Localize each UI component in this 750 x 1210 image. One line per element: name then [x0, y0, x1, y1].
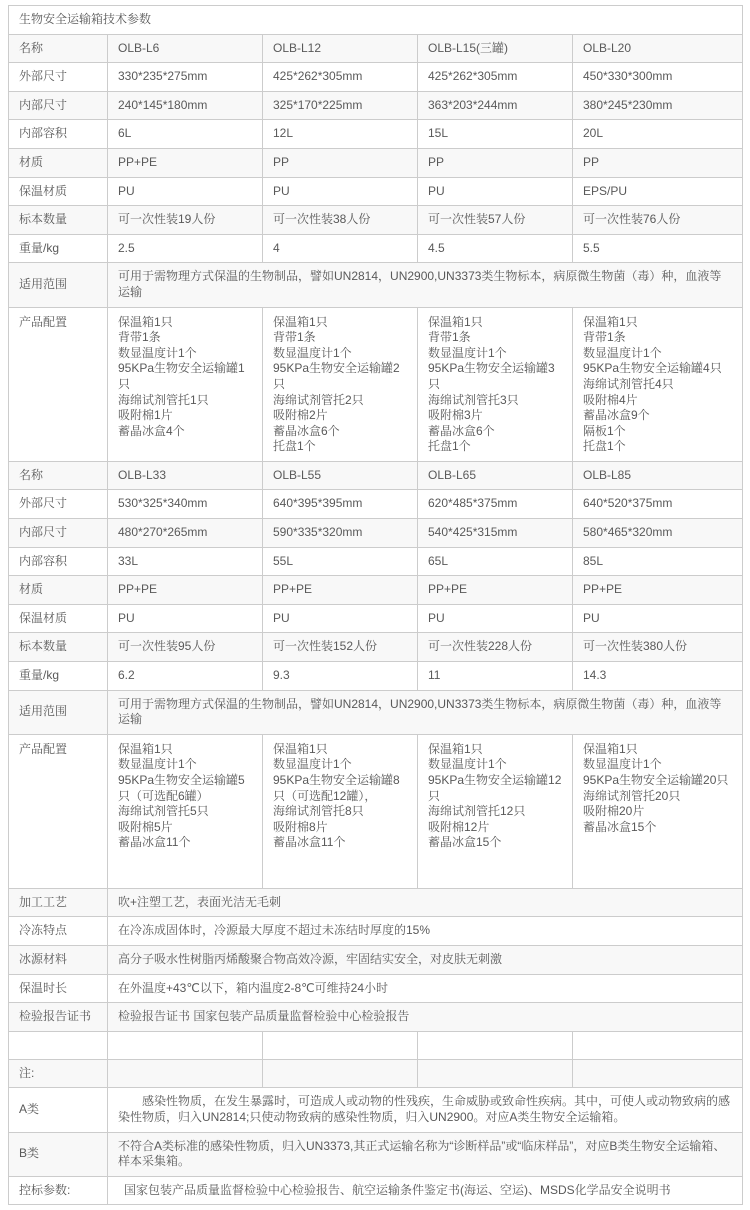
row-label: 适用范围	[9, 690, 108, 734]
control-params-text: 国家包装产品质量监督检验中心检验报告、航空运输条件鉴定书(海运、空运)、MSDS化学品安全说明书	[108, 1176, 743, 1205]
empty-cell	[418, 1059, 573, 1088]
merged-cell: 高分子吸水性树脂丙烯酸聚合物高效冷源，牢固结实安全，对皮肤无刺激	[108, 946, 743, 975]
row-label: B类	[9, 1132, 108, 1176]
spec-cell: 2.5	[108, 234, 263, 263]
row-label: 内部尺寸	[9, 91, 108, 120]
table-row-external-size	[9, 63, 743, 92]
spec-cell: 530*325*340mm	[108, 490, 263, 519]
page-title: 生物安全运输箱技术参数	[9, 6, 743, 35]
table-row-report	[9, 1003, 743, 1032]
spec-cell: PU	[108, 177, 263, 206]
spec-cell: 15L	[418, 120, 573, 149]
spec-cell: PU	[263, 177, 418, 206]
table-row-capacity	[9, 206, 743, 235]
row-label: 材质	[9, 148, 108, 177]
spec-cell: 可一次性装57人份	[418, 206, 573, 235]
row-label: 产品配置	[9, 307, 108, 461]
table-row-internal-size	[9, 91, 743, 120]
spec-cell: 6.2	[108, 662, 263, 691]
spec-cell: PP+PE	[108, 148, 263, 177]
spec-cell: 65L	[418, 547, 573, 576]
row-label: A类	[9, 1088, 108, 1132]
row-label: 内部尺寸	[9, 519, 108, 548]
row-label	[9, 1031, 108, 1059]
spec-cell: 9.3	[263, 662, 418, 691]
table-row-internal-size	[9, 519, 743, 548]
table-row-weight	[9, 234, 743, 263]
config-cell: 保温箱1只 数显温度计1个 95KPa生物安全运输罐5只（可选配6罐） 海绵试剂管托5只 吸附棉5片 蓄晶冰盒11个	[108, 734, 263, 888]
table-row-volume	[9, 547, 743, 576]
spec-cell: PP+PE	[108, 576, 263, 605]
table-row-insulation	[9, 177, 743, 206]
spec-cell: 425*262*305mm	[418, 63, 573, 92]
row-label: 检验报告证书	[9, 1003, 108, 1032]
table-row-note	[9, 1059, 743, 1088]
row-label: 加工工艺	[9, 888, 108, 917]
empty-cell	[108, 1031, 263, 1059]
row-label: 名称	[9, 461, 108, 490]
config-cell: 保温箱1只 背带1条 数显温度计1个 95KPa生物安全运输罐1只 海绵试剂管托1只 吸附棉1片 蓄晶冰盒4个	[108, 307, 263, 461]
row-label: 标本数量	[9, 633, 108, 662]
row-label: 标本数量	[9, 206, 108, 235]
spec-cell: PU	[418, 604, 573, 633]
spec-table	[8, 5, 743, 1205]
merged-cell: 检验报告证书 国家包装产品质量监督检验中心检验报告	[108, 1003, 743, 1032]
spec-cell: 85L	[573, 547, 743, 576]
spec-cell: OLB-L20	[573, 34, 743, 63]
spec-cell: PU	[108, 604, 263, 633]
spec-cell: 6L	[108, 120, 263, 149]
table-row-config	[9, 307, 743, 461]
row-label: 产品配置	[9, 734, 108, 888]
spec-cell: 325*170*225mm	[263, 91, 418, 120]
spec-cell: PU	[418, 177, 573, 206]
row-label: 保温时长	[9, 974, 108, 1003]
table-row-freeze	[9, 917, 743, 946]
table-row-duration	[9, 974, 743, 1003]
spec-cell: 55L	[263, 547, 418, 576]
table-row-weight	[9, 662, 743, 691]
table-row-external-size	[9, 490, 743, 519]
row-label: 保温材质	[9, 604, 108, 633]
empty-cell	[108, 1059, 263, 1088]
class-b-text: 不符合A类标准的感染性物质，归入UN3373,其正式运输名称为“诊断样品”或“临床样品”，对应B类生物安全运输箱、样本采集箱。	[108, 1132, 743, 1176]
spec-cell: OLB-L6	[108, 34, 263, 63]
row-label: 控标参数:	[9, 1176, 108, 1205]
class-a-text: 感染性物质，在发生暴露时，可造成人或动物的性残疾，生命威胁或致命性疾病。其中，可使人或动物致病的感染性物质，归入UN2814;只使动物致病的感染性物质，归入UN2900。对应A类生物安全运输箱。	[108, 1088, 743, 1132]
config-cell: 保温箱1只 数显温度计1个 95KPa生物安全运输罐8只（可选配12罐）， 海绵试剂管托8只 吸附棉8片 蓄晶冰盒11个	[263, 734, 418, 888]
spec-cell: PU	[573, 604, 743, 633]
row-label: 内部容积	[9, 547, 108, 576]
table-title-row	[9, 6, 743, 35]
table-row-scope	[9, 263, 743, 307]
merged-cell: 吹+注塑工艺，表面光洁无毛刺	[108, 888, 743, 917]
spec-cell: 540*425*315mm	[418, 519, 573, 548]
table-row-process	[9, 888, 743, 917]
scope-cell: 可用于需物理方式保温的生物制品，譬如UN2814，UN2900,UN3373类生物标本，病原微生物菌（毒）种，血液等运输	[108, 263, 743, 307]
row-label: 材质	[9, 576, 108, 605]
spec-cell: PP	[418, 148, 573, 177]
config-cell: 保温箱1只 背带1条 数显温度计1个 95KPa生物安全运输罐4只 海绵试剂管托4只 吸附棉4片 蓄晶冰盒9个 隔板1个 托盘1个	[573, 307, 743, 461]
table-row-volume	[9, 120, 743, 149]
spec-cell: 4	[263, 234, 418, 263]
empty-cell	[263, 1059, 418, 1088]
row-label: 冷冻特点	[9, 917, 108, 946]
spec-cell: 14.3	[573, 662, 743, 691]
row-label: 注:	[9, 1059, 108, 1088]
spec-cell: PP+PE	[263, 576, 418, 605]
spec-cell: 640*395*395mm	[263, 490, 418, 519]
spec-cell: 363*203*244mm	[418, 91, 573, 120]
spec-cell: 可一次性装95人份	[108, 633, 263, 662]
spec-cell: PU	[263, 604, 418, 633]
spec-cell: 480*270*265mm	[108, 519, 263, 548]
spec-cell: 可一次性装380人份	[573, 633, 743, 662]
spec-cell: 可一次性装76人份	[573, 206, 743, 235]
table-row-control-params	[9, 1176, 743, 1205]
spec-cell: 620*485*375mm	[418, 490, 573, 519]
spec-cell: OLB-L85	[573, 461, 743, 490]
empty-cell	[418, 1031, 573, 1059]
merged-cell: 在外温度+43℃以下，箱内温度2-8℃可维持24小时	[108, 974, 743, 1003]
row-label: 保温材质	[9, 177, 108, 206]
empty-cell	[263, 1031, 418, 1059]
spec-cell: 可一次性装152人份	[263, 633, 418, 662]
spec-cell: PP	[573, 148, 743, 177]
spec-cell: 12L	[263, 120, 418, 149]
spec-cell: OLB-L15(三罐)	[418, 34, 573, 63]
spec-cell: 380*245*230mm	[573, 91, 743, 120]
spec-cell: 可一次性装19人份	[108, 206, 263, 235]
row-label: 外部尺寸	[9, 63, 108, 92]
spec-cell: OLB-L33	[108, 461, 263, 490]
spec-cell: PP	[263, 148, 418, 177]
spec-cell: EPS/PU	[573, 177, 743, 206]
table-row-insulation	[9, 604, 743, 633]
spec-cell: OLB-L55	[263, 461, 418, 490]
table-row-empty	[9, 1031, 743, 1059]
spec-cell: OLB-L65	[418, 461, 573, 490]
spec-cell: 330*235*275mm	[108, 63, 263, 92]
config-cell: 保温箱1只 背带1条 数显温度计1个 95KPa生物安全运输罐3只 海绵试剂管托3只 吸附棉3片 蓄晶冰盒6个 托盘1个	[418, 307, 573, 461]
spec-cell: 5.5	[573, 234, 743, 263]
spec-cell: PP+PE	[573, 576, 743, 605]
scope-cell: 可用于需物理方式保温的生物制品，譬如UN2814，UN2900,UN3373类生物标本，病原微生物菌（毒）种，血液等运输	[108, 690, 743, 734]
spec-cell: 4.5	[418, 234, 573, 263]
row-label: 名称	[9, 34, 108, 63]
row-label: 适用范围	[9, 263, 108, 307]
table-row-name	[9, 461, 743, 490]
spec-cell: 20L	[573, 120, 743, 149]
table-row-material	[9, 576, 743, 605]
row-label: 内部容积	[9, 120, 108, 149]
table-row-scope	[9, 690, 743, 734]
table-row-name	[9, 34, 743, 63]
spec-cell: 640*520*375mm	[573, 490, 743, 519]
table-row-material	[9, 148, 743, 177]
row-label: 外部尺寸	[9, 490, 108, 519]
spec-cell: PP+PE	[418, 576, 573, 605]
spec-cell: 11	[418, 662, 573, 691]
config-cell: 保温箱1只 数显温度计1个 95KPa生物安全运输罐12只 海绵试剂管托12只 吸附棉12片 蓄晶冰盒15个	[418, 734, 573, 888]
spec-cell: 580*465*320mm	[573, 519, 743, 548]
spec-cell: 450*330*300mm	[573, 63, 743, 92]
spec-cell: 425*262*305mm	[263, 63, 418, 92]
merged-cell: 在冷冻成固体时，冷源最大厚度不超过未冻结时厚度的15%	[108, 917, 743, 946]
spec-cell: 240*145*180mm	[108, 91, 263, 120]
spec-cell: 590*335*320mm	[263, 519, 418, 548]
config-cell: 保温箱1只 数显温度计1个 95KPa生物安全运输罐20只 海绵试剂管托20只 吸附棉20片 蓄晶冰盒15个	[573, 734, 743, 888]
table-row-config	[9, 734, 743, 888]
spec-cell: OLB-L12	[263, 34, 418, 63]
empty-cell	[573, 1059, 743, 1088]
spec-cell: 33L	[108, 547, 263, 576]
spec-cell: 可一次性装38人份	[263, 206, 418, 235]
table-row-class-b	[9, 1132, 743, 1176]
row-label: 重量/kg	[9, 234, 108, 263]
row-label: 重量/kg	[9, 662, 108, 691]
spec-cell: 可一次性装228人份	[418, 633, 573, 662]
empty-cell	[573, 1031, 743, 1059]
table-row-capacity	[9, 633, 743, 662]
row-label: 冰源材料	[9, 946, 108, 975]
table-row-ice-material	[9, 946, 743, 975]
config-cell: 保温箱1只 背带1条 数显温度计1个 95KPa生物安全运输罐2只 海绵试剂管托2只 吸附棉2片 蓄晶冰盒6个 托盘1个	[263, 307, 418, 461]
table-row-class-a	[9, 1088, 743, 1132]
